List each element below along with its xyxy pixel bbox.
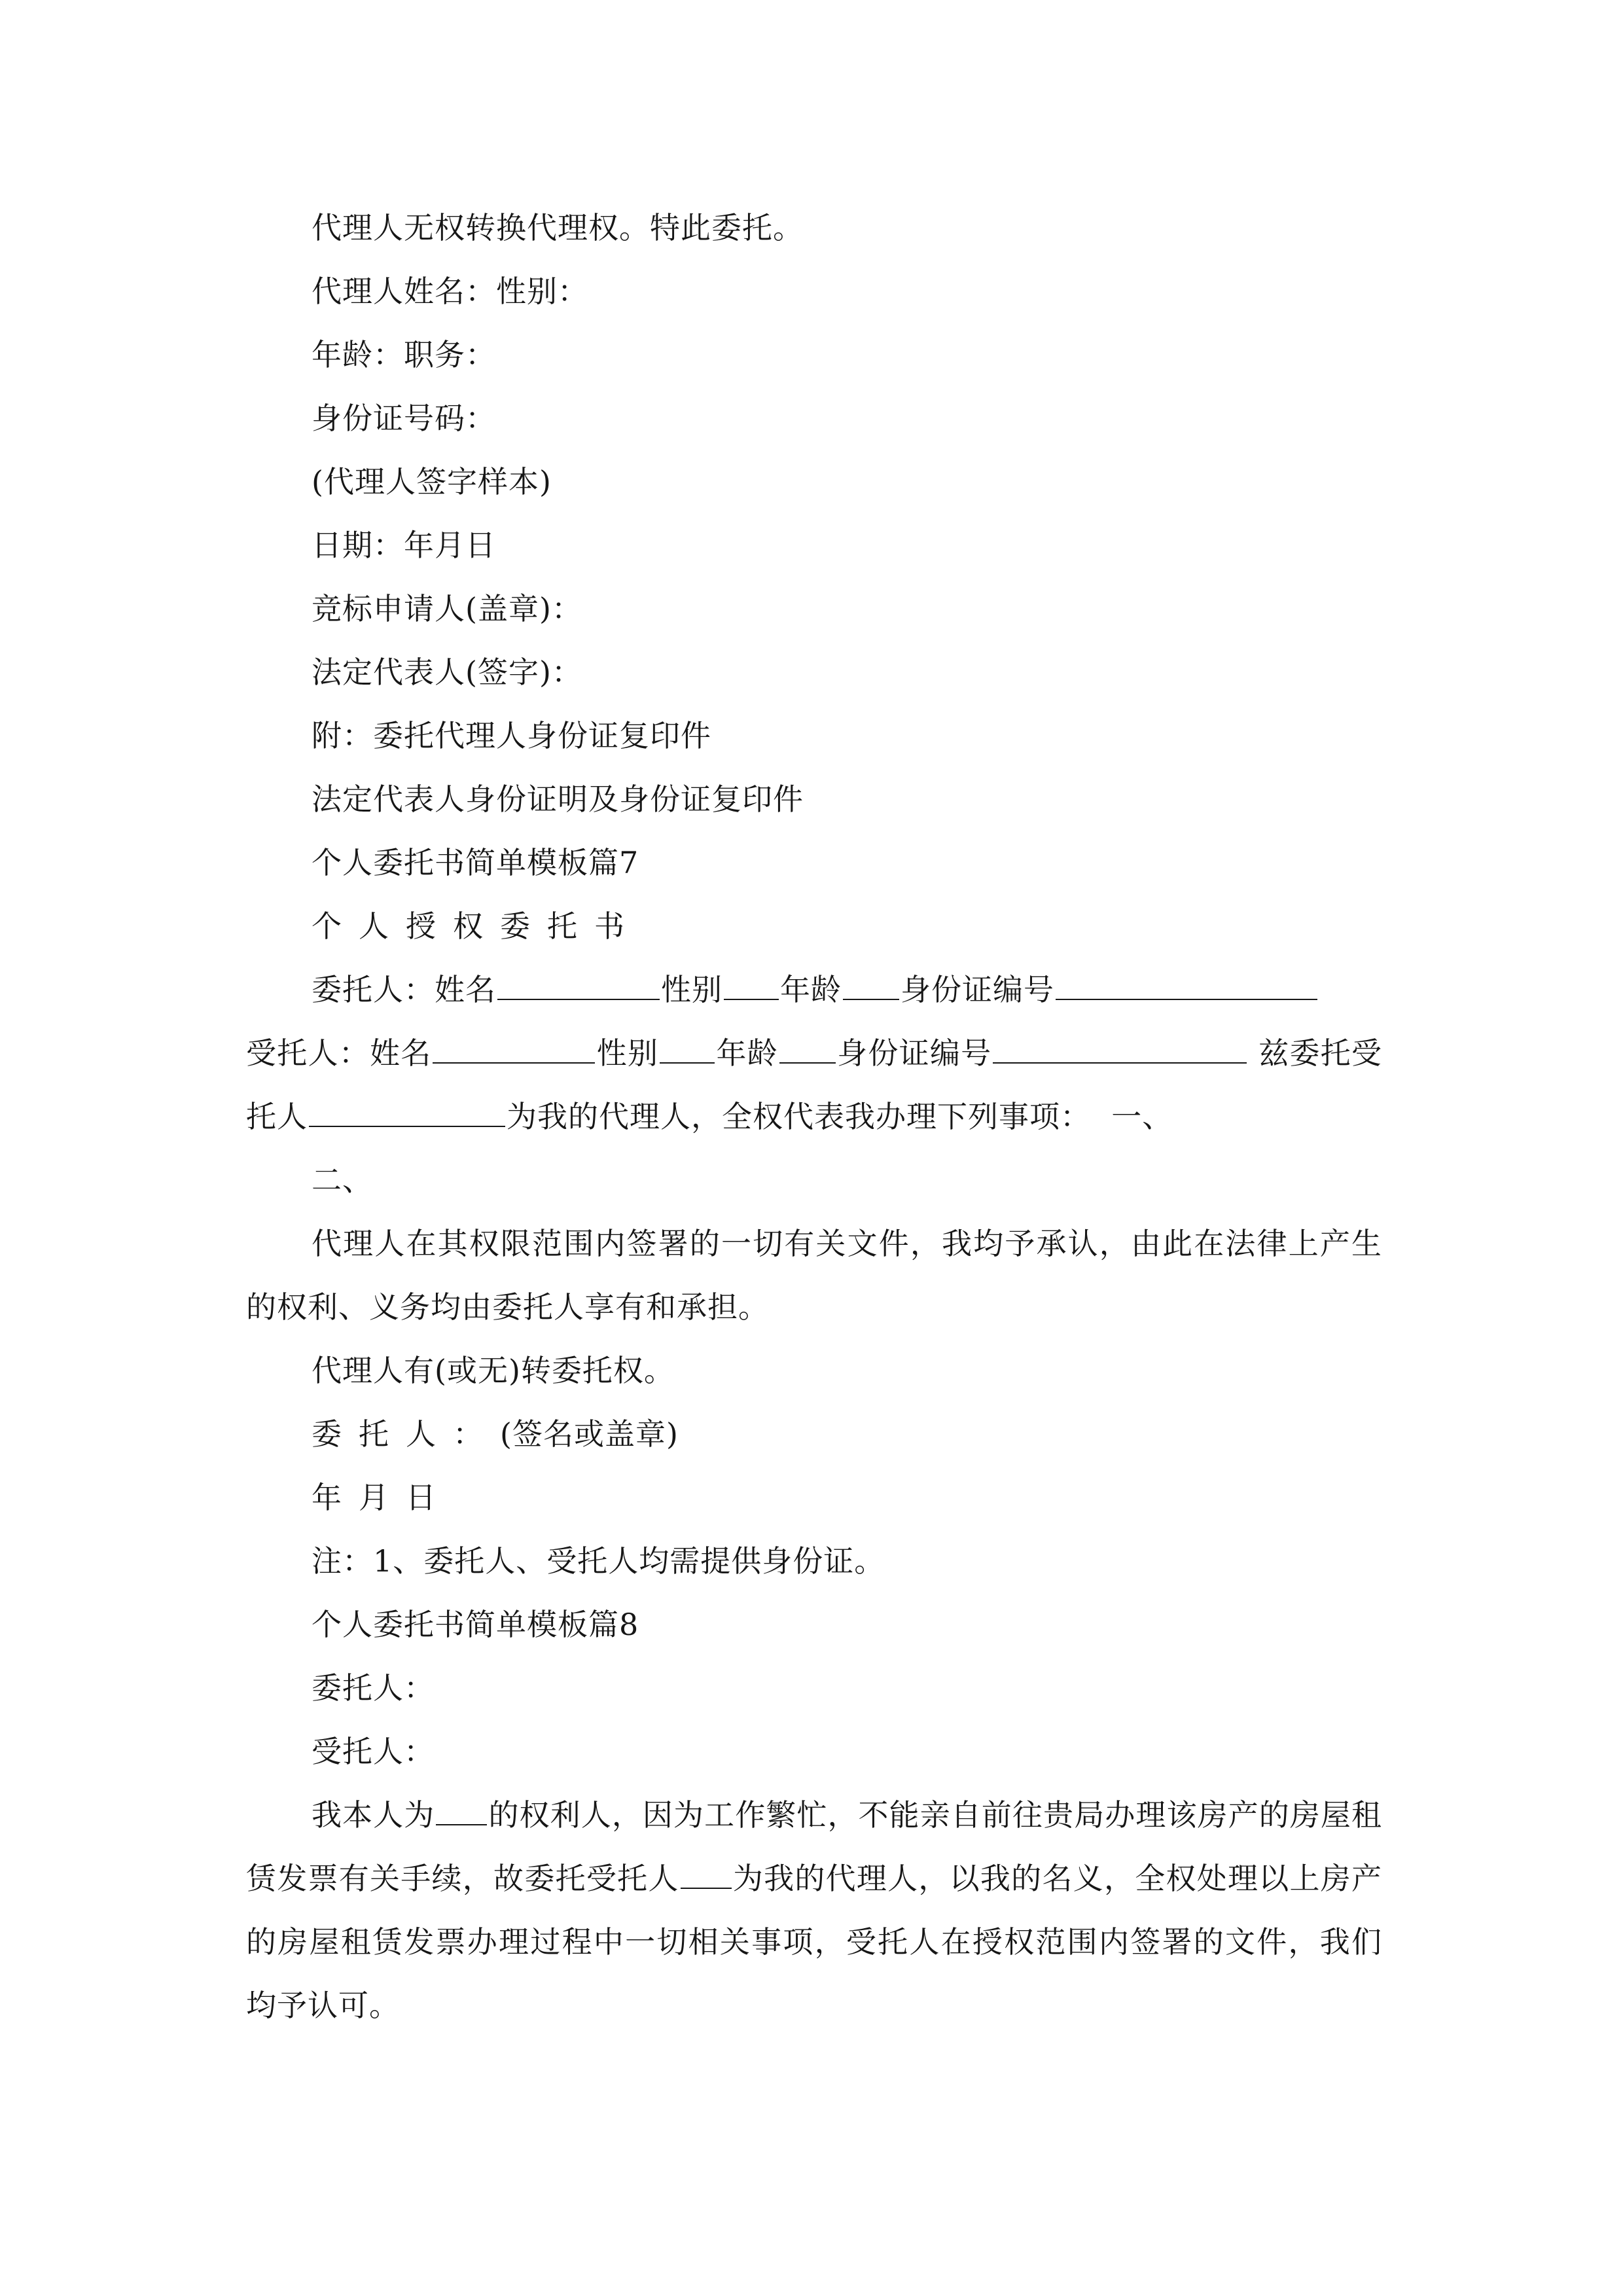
- trustee-blank: [681, 1852, 732, 1889]
- text-line: 代理人姓名：性别：: [312, 274, 588, 309]
- text-line: 法定代表人身份证明及身份证复印件: [312, 781, 804, 817]
- trustee-line-8: 受托人：: [312, 1734, 435, 1769]
- item-one: 一、: [1111, 1099, 1173, 1134]
- text-line: 竞标申请人(盖章)：: [312, 591, 582, 626]
- section-heading-8: 个人委托书简单模板篇8: [312, 1607, 639, 1642]
- signing-paragraph: 代理人在其权限范围内签署的一切有关文件，我均予承认，由此在法律上产生的权利、义务均由委托人享有和承担。: [246, 1226, 1382, 1325]
- para-part-c: 为我的代理人，以我的名义，全权处理以上房产的房屋租赁发票办理过程中一切相关事项，受托人在授权范围内签署的文件，我们均予认可。: [246, 1861, 1383, 2023]
- authorization-paragraph: [246, 1784, 1382, 2037]
- text-line: 法定代表人(签字)：: [312, 655, 582, 690]
- client-id-blank: [1056, 963, 1317, 1000]
- client-signature-line: [246, 1403, 1382, 1466]
- text-line: (代理人签字样本): [312, 464, 552, 499]
- note-line: 注：1、委托人、受托人均需提供身份证。: [312, 1543, 885, 1579]
- trustee-id-blank: [993, 1027, 1247, 1064]
- trustee-name-label: 受托人：姓名: [246, 1035, 432, 1071]
- section-heading-7: 个人委托书简单模板篇7: [312, 845, 639, 880]
- client-name-blank: [497, 963, 660, 1000]
- para-part-a: 我本人为: [312, 1797, 435, 1833]
- client-signature-label: 委托人：: [312, 1416, 500, 1452]
- client-signature-hint: (签名或盖章): [500, 1416, 679, 1452]
- trustee-age-blank: [779, 1027, 836, 1064]
- text-line: 日期：年月日: [312, 528, 496, 563]
- text-line: 身份证号码：: [312, 401, 496, 436]
- text-line: 附：委托代理人身份证复印件: [312, 718, 711, 753]
- appoint-prefix: 兹委托受托人: [246, 1035, 1383, 1134]
- sub-delegation-line: 代理人有(或无)转委托权。: [312, 1353, 675, 1388]
- text-line: 年龄：职务：: [312, 337, 496, 372]
- trustee-id-label: 身份证编号: [836, 1035, 992, 1071]
- item-two: 二、: [312, 1162, 373, 1198]
- agent-name-blank: [309, 1090, 505, 1127]
- appoint-suffix: 为我的代理人，全权代表我办理下列事项：: [507, 1099, 1091, 1134]
- client-line-8: 委托人：: [312, 1670, 435, 1706]
- para-part-b: 的权利人，因为工作繁忙，不能亲自前往贵局办理该房产的房屋租赁发票有关手续，故委托受托人: [246, 1797, 1383, 1896]
- document-body: [246, 196, 1382, 2037]
- right-holder-blank: [436, 1789, 487, 1825]
- trustee-age-label: 年龄: [716, 1035, 778, 1071]
- client-info-line: [246, 958, 1382, 1022]
- document-title-7: 个人授权委托书: [312, 908, 641, 944]
- client-id-label: 身份证编号: [901, 972, 1054, 1007]
- trustee-sex-blank: [660, 1027, 715, 1064]
- client-sex-blank: [724, 963, 779, 1000]
- trustee-sex-label: 性别: [596, 1035, 659, 1071]
- client-age-blank: [843, 963, 899, 1000]
- client-age-label: 年龄: [780, 972, 842, 1007]
- trustee-name-blank: [433, 1027, 595, 1064]
- client-sex-label: 性别: [661, 972, 722, 1007]
- date-line: 年月日: [312, 1480, 453, 1515]
- text-line: 代理人无权转换代理权。特此委托。: [312, 210, 804, 245]
- client-name-label: 委托人：姓名: [312, 972, 496, 1007]
- trustee-info-paragraph: [246, 1022, 1382, 1149]
